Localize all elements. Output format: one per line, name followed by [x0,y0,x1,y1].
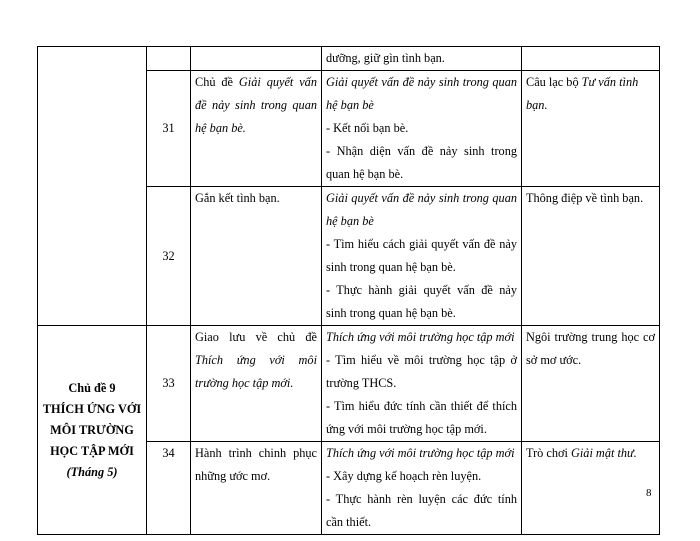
activity-cell: Gắn kết tình bạn. [191,187,322,326]
content-cell: dưỡng, giữ gìn tình bạn. [322,47,522,71]
topic-cell-empty [38,47,147,326]
topic-month: (Tháng 5) [66,464,118,479]
content-item: - Nhận diện vấn đề nảy sinh trong quan hệ bạn bè. [326,144,517,181]
table-row [38,47,660,71]
table-row [38,326,660,442]
page-number: 8 [646,487,652,499]
content-cell [322,442,522,535]
topic-title: THÍCH ỨNG VỚI MÔI TRƯỜNG HỌC TẬP MỚI [42,401,142,458]
curriculum-table [37,46,660,535]
club-cell: Thông điệp về tình bạn. [522,187,660,326]
content-title: Thích ứng với môi trường học tập mới [326,446,515,460]
week-number: 34 [147,442,191,535]
club-cell: Trò chơi Giải mật thư. [522,442,660,535]
content-cell [322,187,522,326]
content-cell [322,71,522,187]
content-cell [322,326,522,442]
topic-cell [38,326,147,535]
content-item: - Kết nối bạn bè. [326,121,409,135]
content-title: Thích ứng với môi trường học tập mới [326,330,515,344]
content-item: - Tìm hiểu cách giải quyết vấn đề nảy sinh trong quan hệ bạn bè. [326,237,517,274]
content-item: - Thực hành rèn luyện các đức tính cần thiết. [326,492,517,529]
content-item: - Tìm hiểu về môi trường học tập ở trường THCS. [326,353,517,390]
content-item: - Thực hành giải quyết vấn đề nảy sinh trong quan hệ bạn bè. [326,283,517,320]
content-item: - Xây dựng kế hoạch rèn luyện. [326,469,482,483]
week-number: 32 [147,187,191,326]
club-cell: Câu lạc bộ Tư vấn tình bạn. [522,71,660,187]
topic-label: Chủ đề 9 [68,380,116,395]
activity-cell: Hành trình chinh phục những ước mơ. [191,442,322,535]
club-cell: Ngôi trường trung học cơ sở mơ ước. [522,326,660,442]
week-number: 33 [147,326,191,442]
content-title: Giải quyết vấn đề nảy sinh trong quan hệ bạn bè [326,75,517,112]
activity-cell: Chủ đề Giải quyết vấn đề nảy sinh trong quan hệ bạn bè. [191,71,322,187]
content-title: Giải quyết vấn đề nảy sinh trong quan hệ bạn bè [326,191,517,228]
activity-cell: Giao lưu về chủ đề Thích ứng với môi trường học tập mới. [191,326,322,442]
content-item: - Tìm hiểu đức tính cần thiết để thích ứng với môi trường học tập mới. [326,399,517,436]
week-number: 31 [147,71,191,187]
